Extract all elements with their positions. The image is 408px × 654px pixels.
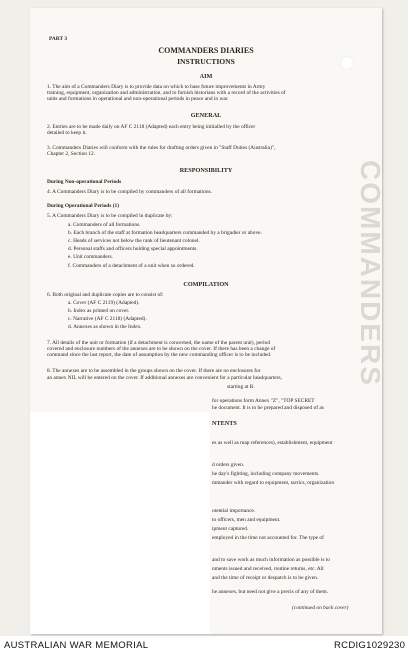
text-line: 8. The annexes are to be assembled in the groups shown on the cover. If there are no enclosures for: [47, 368, 261, 374]
text-line: and the time of receipt or despatch is to be given.: [212, 575, 319, 581]
list-item: e. Unit commanders.: [68, 254, 113, 260]
bleed-through-text: COMMANDERS: [355, 160, 386, 387]
text-line: detailed to keep it.: [47, 130, 87, 136]
text-line: Chapter 2, Section 12.: [47, 151, 96, 157]
footer-record-id: RCDIG1029230: [334, 640, 406, 651]
text-line: 5. A Commanders Diary is to be compiled in duplicate by:: [47, 213, 173, 219]
text-line: he day's fighting, including company movements.: [212, 471, 320, 477]
footer-archive-name: AUSTRALIAN WAR MEMORIAL: [4, 640, 149, 651]
text-line: 3. Commanders Diaries will conform with the rules for drafting orders given in "Staff Duties (Australia)",: [47, 145, 276, 151]
text-line: to officers, men and equipment.: [212, 517, 281, 523]
text-line: units and formations in operational and non-operational periods in peace and in war.: [47, 96, 229, 102]
section-heading-general: GENERAL: [190, 112, 222, 119]
text-line: 1. The aim of a Commanders Diary is to provide data on which to base future improvements in Army: [47, 84, 266, 90]
text-line: 2. Entries are to be made daily on AF C 2118 (Adapted) each entry being initialled by the officer: [47, 124, 256, 130]
text-line: es as well as map references), establishment, equipment: [212, 440, 333, 446]
text-line: starting at B.: [227, 384, 255, 390]
text-line: mmander with regard to equipment, tactics, organization: [212, 480, 335, 486]
text-line: 6. Both original and duplicate copies are to consist of:: [47, 292, 164, 298]
paper-overlay-patch: [30, 412, 210, 634]
section-heading-responsibility: RESPONSIBILITY: [179, 167, 233, 174]
text-line: an annex NIL will be entered on the cover. If additional annexes are convenient for a particular headquarters,: [47, 375, 282, 381]
list-item: d. Personal staffs and officers holding special appointments.: [68, 246, 198, 252]
text-line: d orders given.: [212, 462, 245, 468]
text-line: ipment captured.: [212, 526, 249, 532]
text-line: covered and enclosure numbers of the annexes are to be shown on the cover. If there has been a change of: [47, 346, 276, 352]
text-line: he annexes, but need not give a precis of any of them.: [212, 589, 329, 595]
section-heading-aim: AIM: [199, 73, 213, 80]
list-item: c. Heads of services not below the rank of lieutenant colonel.: [68, 238, 200, 244]
document-subtitle: INSTRUCTIONS: [177, 57, 235, 66]
text-line: employed in the time not accounted for. The type of: [212, 535, 324, 541]
list-item: a. Cover (AF C 2119) (Adapted).: [68, 300, 140, 306]
text-line: otential importance.: [212, 508, 256, 514]
list-item: b. Index as printed on cover.: [68, 308, 130, 314]
text-line: nments issued and received, routine returns, etc. All: [212, 566, 324, 572]
text-line: he document. It is to be prepared and disposed of as: [212, 405, 324, 411]
list-item: c. Narrative (AF C 2118) (Adapted).: [68, 316, 147, 322]
text-line: for operations form Annex "Z", "TOP SECRET: [212, 398, 315, 404]
part-label: PART 3: [49, 36, 68, 42]
list-item: a. Commanders of all formations.: [68, 222, 141, 228]
subheading: During Operational Periods (1): [47, 203, 120, 209]
text-line: command since the last report, the date of assumption by the new commanding officer is to be included.: [47, 352, 272, 358]
continued-note: (continued on back cover): [292, 605, 349, 611]
list-item: b. Each branch of the staff at formation headquarters commanded by a brigadier or above.: [68, 230, 262, 236]
list-item: d. Annexes as shown in the Index.: [68, 324, 142, 330]
text-line: and to save work as much information as possible is to: [212, 557, 330, 563]
list-item: f. Commanders of a detachment of a unit when so ordered.: [68, 263, 195, 269]
text-line: 4. A Commanders Diary is to be compiled by commanders of all formations.: [47, 189, 212, 195]
subheading: During Non-operational Periods: [47, 179, 122, 185]
section-heading-contents: NTENTS: [212, 420, 237, 427]
section-heading-compilation: COMPILATION: [183, 281, 229, 288]
document-title: COMMANDERS DIARIES: [158, 46, 254, 55]
text-line: training, equipment, organization and administration, and to furnish historians with a record of the activities of: [47, 90, 286, 96]
text-line: 7. All details of the unit or formation (if a detachment is concerned, the name of the parent unit), period: [47, 340, 271, 346]
